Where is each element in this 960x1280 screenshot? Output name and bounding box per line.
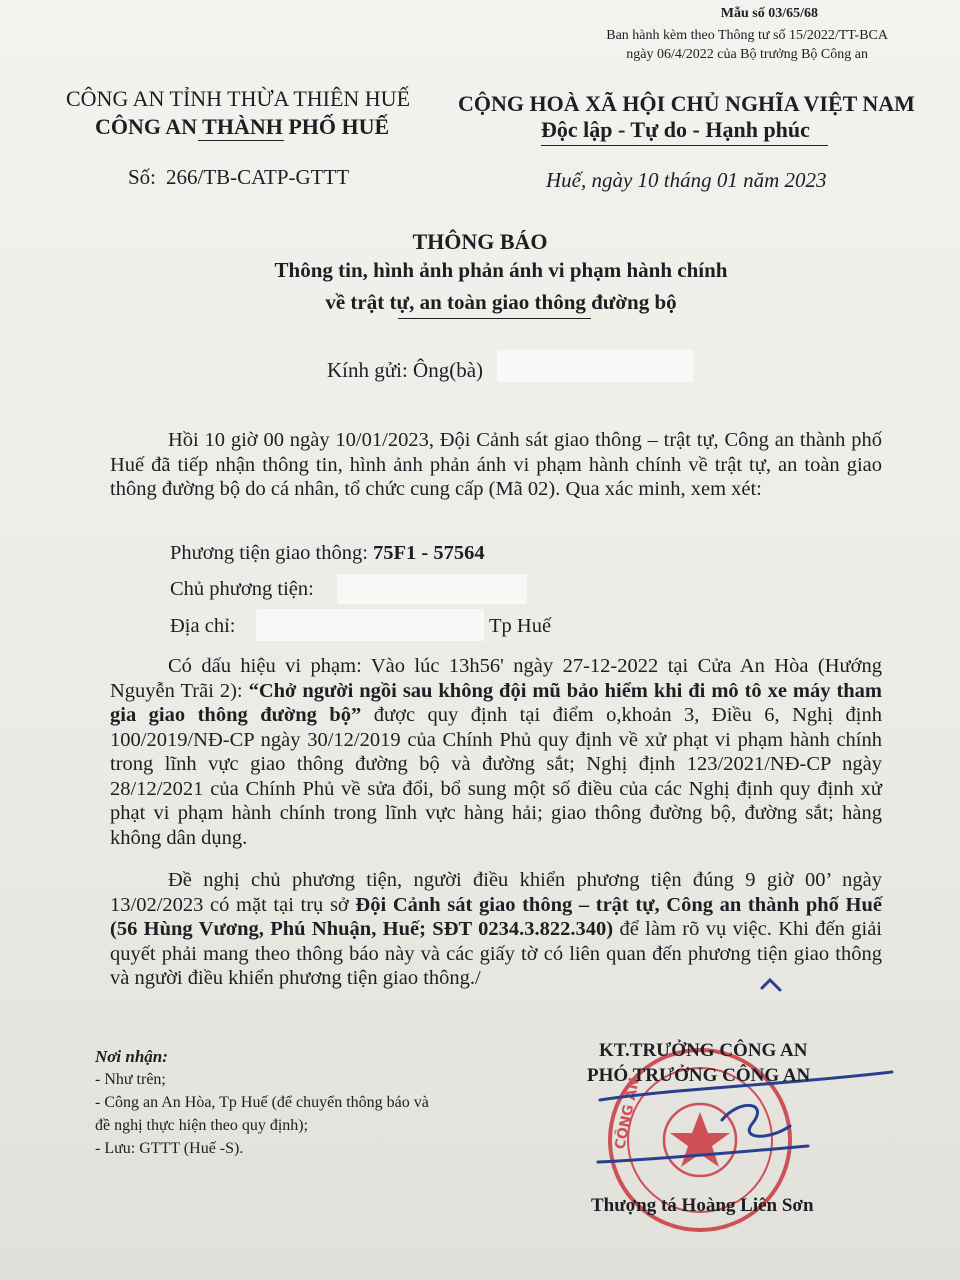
recipient-line-4: - Lưu: GTTT (Huế -S). [95,1140,244,1157]
form-reference-line-1: Ban hành kèm theo Thông tư số 15/2022/TT-BCA [606,28,888,43]
national-motto: Độc lập - Tự do - Hạnh phúc [541,117,810,142]
owner-label: Chủ phương tiện: [170,578,314,600]
document-subtitle-line-2: về trật tự, an toàn giao thông đường bộ [325,290,677,314]
document-title: THÔNG BÁO [412,229,548,254]
signatory-authority: KT.TRƯỞNG CÔNG AN [599,1040,808,1061]
violation-legal-basis: được quy định tại điểm o,khoản 3, Điều 6, Nghị định 100/2019/NĐ-CP ngày 30/12/2019 của Chính Phủ quy định về xử phạt vi phạm hành chính trong lĩnh vực giao thông đường bộ và đường sắt; Nghị định 123/2021/NĐ-CP ngày 28/12/2021 của Chính Phủ về sửa đổi, bổ sung một số điều của các Nghị định quy định xử phạt vi phạm hành chính trong lĩnh vực hàng hải; giao thông đường bộ, đường sắt; hàng không dân dụng. [110,704,882,849]
document-number-label: Số: [128,165,157,189]
salutation: Kính gửi: Ông(bà) [327,358,484,382]
recipient-line-3: đề nghị thực hiện theo quy định); [95,1117,309,1134]
address-label: Địa chỉ: [170,615,236,637]
address-city: Tp Huế [489,615,552,637]
svg-text:CÔNG AN: CÔNG AN [612,1076,644,1151]
vehicle-label: Phương tiện giao thông: [170,542,368,564]
place-and-date: Huế, ngày 10 tháng 01 năm 2023 [546,168,827,192]
intro-paragraph: Hồi 10 giờ 00 ngày 10/01/2023, Đội Cảnh sát giao thông – trật tự, Công an thành phố Huế đã tiếp nhận thông tin, hình ảnh phản ánh vi phạm hành chính về trật tự, an toàn giao thông đường bộ do cá nhân, tổ chức cung cấp (Mã 02). Qua xác minh, xem xét: [110,429,882,500]
recipients-heading: Nơi nhận: [95,1047,168,1066]
violation-time-place: Có dấu hiệu vi phạm: Vào lúc 13h56' ngày 27-12-2022 tại Cửa An Hòa (Hướng Nguyễn Trãi 2): [110,655,882,702]
document-number-value: 266/TB-CATP-GTTT [166,165,350,189]
signatory-position: PHÓ TRƯỞNG CÔNG AN [587,1065,811,1086]
form-reference-line-2: ngày 06/4/2022 của Bộ trưởng Bộ Công an [626,47,868,62]
issuing-agency: CÔNG AN THÀNH PHỐ HUẾ [95,114,390,139]
request-instructions: để làm rõ vụ việc. Khi đến giải quyết phải mang theo thông báo này và các giấy tờ có liên quan đến phương tiện giao thông và người điều khiển phương tiện giao thông./ [110,918,882,989]
vehicle-plate: 75F1 - 57564 [373,542,485,564]
recipient-line-1: - Như trên; [95,1071,166,1088]
recipient-line-2: - Công an An Hòa, Tp Huế (để chuyển thông báo và [95,1094,429,1111]
violation-description: “Chở người ngồi sau không đội mũ bảo hiểm khi đi mô tô xe máy tham gia giao thông đường bộ” [110,679,882,726]
parent-agency: CÔNG AN TỈNH THỪA THIÊN HUẾ [66,86,411,111]
request-office: Đội Cảnh sát giao thông – trật tự, Công an thành phố Huế (56 Hùng Vương, Phú Nhuận, Huế; SĐT 0234.3.822.340) [110,893,882,940]
request-appointment: Đề nghị chủ phương tiện, người điều khiển phương tiện đúng 9 giờ 00’ ngày 13/02/2023 có mặt tại trụ sở [110,869,882,916]
form-code: Mẫu số 03/65/68 [720,6,818,21]
signer-name: Thượng tá Hoàng Liên Sơn [591,1195,814,1216]
document-subtitle-line-1: Thông tin, hình ảnh phản ánh vi phạm hành chính [274,258,728,282]
national-title: CỘNG HOÀ XÃ HỘI CHỦ NGHĨA VIỆT NAM [458,91,915,116]
